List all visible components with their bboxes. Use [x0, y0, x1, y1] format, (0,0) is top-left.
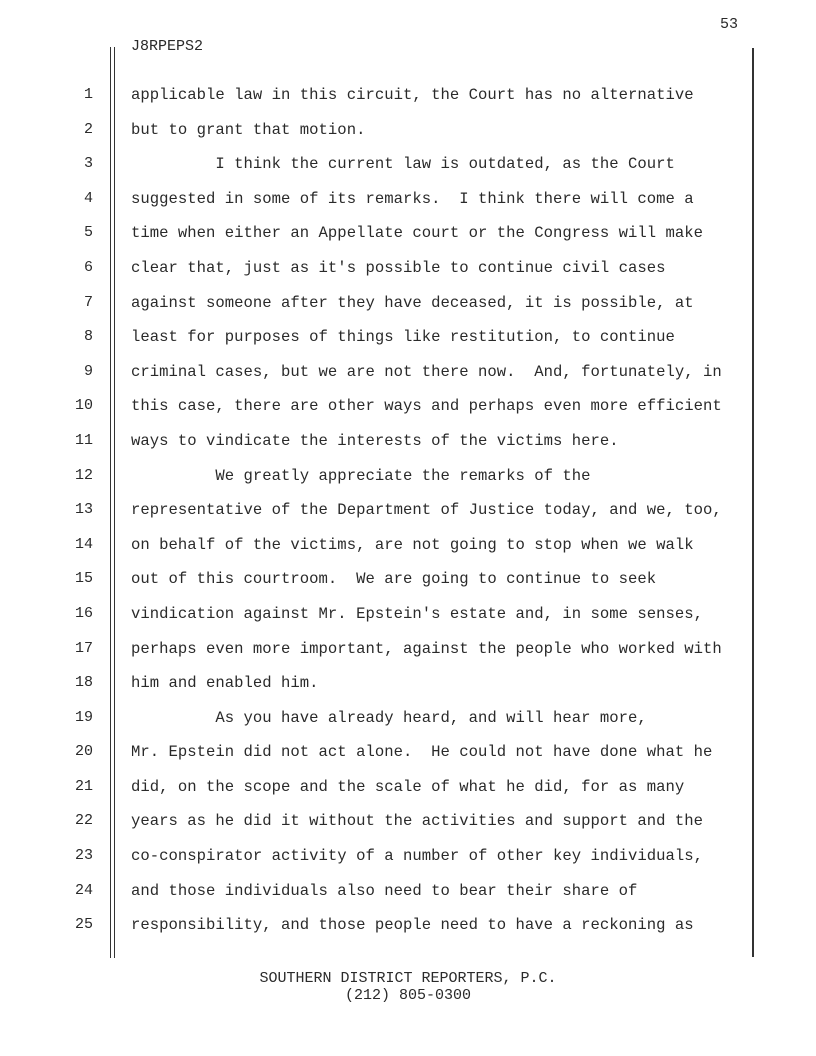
transcript-line — [0, 222, 816, 257]
line-number: 18 — [74, 674, 93, 692]
line-number: 15 — [74, 570, 93, 588]
line-text: against someone after they have deceased, it is possible, at — [131, 293, 694, 312]
line-number: 17 — [74, 639, 93, 657]
transcript-line — [0, 534, 816, 569]
line-text: him and enabled him. — [131, 674, 319, 693]
line-number: 24 — [74, 881, 93, 899]
line-number: 8 — [83, 328, 93, 346]
line-number: 22 — [74, 812, 93, 830]
line-number: 12 — [74, 466, 93, 484]
transcript-line — [0, 361, 816, 396]
transcript-line — [0, 603, 816, 638]
footer — [0, 970, 816, 1004]
transcript-line — [0, 257, 816, 292]
transcript-line — [0, 499, 816, 534]
line-text: but to grant that motion. — [131, 120, 366, 139]
transcript-line — [0, 880, 816, 915]
transcript-line — [0, 776, 816, 811]
line-text: suggested in some of its remarks. I think there will come a — [131, 189, 694, 208]
line-number: 2 — [83, 120, 93, 138]
line-number: 4 — [83, 189, 93, 207]
transcript-line — [0, 395, 816, 430]
line-number: 1 — [83, 86, 93, 103]
line-number: 13 — [74, 501, 93, 519]
transcript-line — [0, 119, 816, 154]
line-text: ways to vindicate the interests of the victims here. — [131, 431, 619, 450]
transcript-line — [0, 707, 816, 742]
line-number: 6 — [83, 258, 93, 276]
line-text: criminal cases, but we are not there now. And, fortunately, in — [131, 362, 722, 381]
transcript-line — [0, 292, 816, 327]
page-number: 53 — [719, 16, 738, 33]
line-text: applicable law in this circuit, the Court has no alternative — [131, 86, 694, 104]
line-text: co-conspirator activity of a number of other key individuals, — [131, 847, 704, 866]
transcript-line — [0, 84, 816, 119]
line-text: time when either an Appellate court or the Congress will make — [131, 224, 704, 243]
transcript-line — [0, 326, 816, 361]
footer-reporter-name: SOUTHERN DISTRICT REPORTERS, P.C. — [259, 970, 557, 987]
line-text: responsibility, and those people need to have a reckoning as — [131, 916, 694, 935]
footer-phone: (212) 805-0300 — [344, 987, 472, 1004]
transcript-line — [0, 672, 816, 707]
transcript-body — [0, 84, 816, 949]
transcript-line — [0, 568, 816, 603]
line-number: 20 — [74, 743, 93, 761]
line-text: years as he did it without the activities and support and the — [131, 812, 704, 831]
line-number: 7 — [83, 293, 93, 311]
transcript-line — [0, 188, 816, 223]
line-number: 11 — [74, 431, 93, 449]
line-text: representative of the Department of Justice today, and we, too, — [131, 501, 722, 520]
line-number: 14 — [74, 535, 93, 553]
line-text: out of this courtroom. We are going to continue to seek — [131, 570, 657, 589]
line-text: clear that, just as it's possible to continue civil cases — [131, 258, 666, 277]
line-number: 19 — [74, 708, 93, 726]
line-text: and those individuals also need to bear their share of — [131, 881, 638, 900]
line-text: As you have already heard, and will hear more, — [131, 708, 647, 727]
line-number: 23 — [74, 847, 93, 865]
transcript-line — [0, 430, 816, 465]
transcript-line — [0, 638, 816, 673]
transcript-line — [0, 845, 816, 880]
case-id-header: J8RPEPS2 — [131, 38, 204, 55]
line-number: 3 — [83, 155, 93, 173]
line-text: least for purposes of things like restitution, to continue — [131, 328, 675, 347]
line-text: on behalf of the victims, are not going to stop when we walk — [131, 535, 694, 554]
transcript-line — [0, 914, 816, 949]
line-text: I think the current law is outdated, as the Court — [131, 155, 675, 174]
line-number: 25 — [74, 916, 93, 934]
transcript-line — [0, 153, 816, 188]
line-text: perhaps even more important, against the people who worked with — [131, 639, 722, 658]
line-number: 21 — [74, 777, 93, 795]
transcript-line — [0, 465, 816, 500]
line-number: 16 — [74, 604, 93, 622]
line-number: 5 — [83, 224, 93, 242]
line-text: this case, there are other ways and perhaps even more efficient — [131, 397, 722, 416]
line-text: We greatly appreciate the remarks of the — [131, 466, 591, 485]
line-text: Mr. Epstein did not act alone. He could not have done what he — [131, 743, 713, 762]
transcript-line — [0, 810, 816, 845]
line-number: 10 — [74, 397, 93, 415]
transcript-line — [0, 741, 816, 776]
line-text: vindication against Mr. Epstein's estate and, in some senses, — [131, 604, 704, 623]
line-number: 9 — [83, 362, 93, 380]
line-text: did, on the scope and the scale of what he did, for as many — [131, 777, 685, 796]
